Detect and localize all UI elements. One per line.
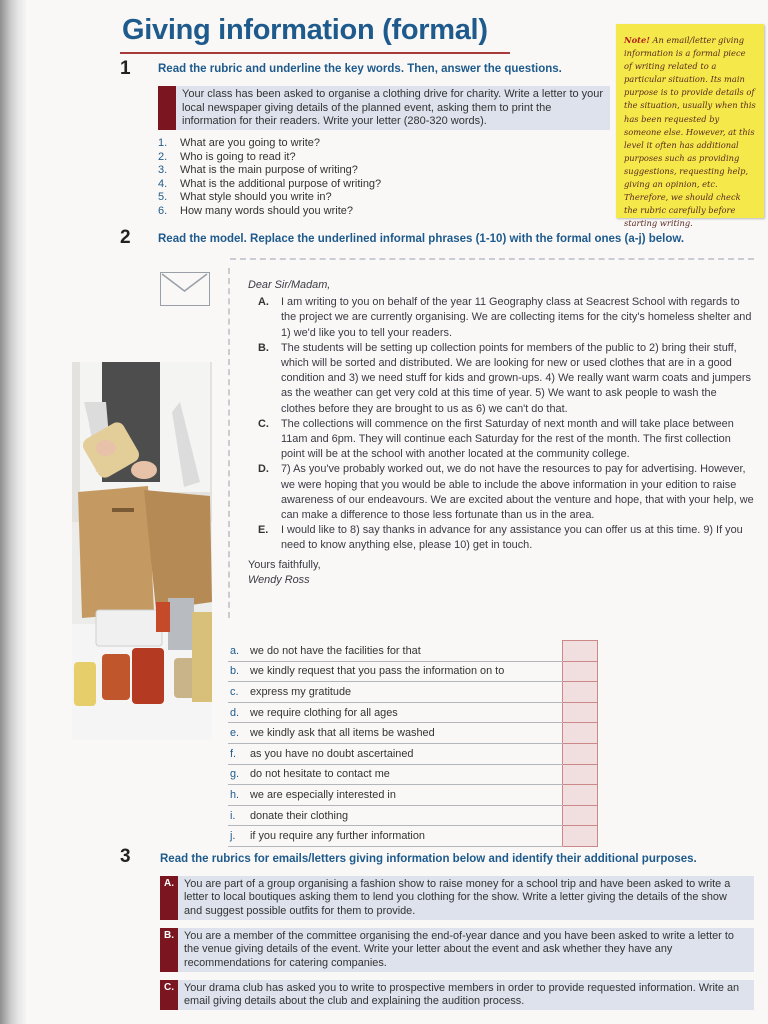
phrase-row: h. we are especially interested in xyxy=(228,785,598,806)
question-item: 1. What are you going to write? xyxy=(158,137,321,149)
exercise-3-rubric-a xyxy=(160,876,754,920)
phrase-row: e. we kindly ask that all items be washed xyxy=(228,723,598,744)
exercise-1-rubric-box xyxy=(158,86,610,130)
answer-box[interactable] xyxy=(563,723,598,744)
rubric-tab-a: A. xyxy=(160,876,178,920)
question-item: 6. How many words should you write? xyxy=(158,204,354,217)
answer-box[interactable] xyxy=(563,764,598,785)
exercise-1-instruction: Read the rubric and underline the key words. Then, answer the questions. xyxy=(158,63,562,75)
answer-box[interactable] xyxy=(563,641,598,662)
question-item: 5. What style should you write in? xyxy=(158,191,332,204)
exercise-1-questions xyxy=(158,137,598,219)
letter-signature: Wendy Ross xyxy=(248,573,310,586)
phrase-row: j. if you require any further information xyxy=(228,826,598,847)
exercise-1-rubric: Your class has been asked to organise a clothing drive for charity. Write a letter to your local newspaper giving details of the planned event, asking them to print the information for their readers. Write your letter (280-320 words). xyxy=(182,88,604,127)
answer-box[interactable] xyxy=(563,661,598,682)
exercise-2-number: 2 xyxy=(120,227,131,248)
dashed-separator xyxy=(230,258,754,260)
phrase-row: a. we do not have the facilities for that xyxy=(228,641,598,662)
model-letter xyxy=(248,278,754,588)
note-sticky xyxy=(616,24,764,229)
exercise-3-number: 3 xyxy=(120,846,131,867)
phrase-row: g. do not hesitate to contact me xyxy=(228,764,598,785)
envelope-icon xyxy=(160,272,210,306)
exercise-3-instruction: Read the rubrics for emails/letters giving information below and identify their additional purposes. xyxy=(160,853,697,865)
letter-paragraph-e: E. I would like to 8) say thanks in advance for any assistance you can offer us at this time. 9) If you need to know anything else, please 10) get in touch. xyxy=(258,524,743,552)
answer-box[interactable] xyxy=(563,826,598,847)
rubric-text-b: You are a member of the committee organising the end-of-year dance and you have been asked to write a letter to the venue giving details of the event. Write your letter about the event and ask whether they have any recommendations for catering companies. xyxy=(184,930,734,969)
page-title: Giving information (formal) xyxy=(122,14,488,46)
note-text: An email/letter giving information is a formal piece of writing related to a particular situation. Its main purpose is to provide details of the situation, usually when this has been requested by someone else. However, at this level it often has additional purposes such as providing suggestions, requesting help, giving an opinion, etc. Therefore, we should check the rubric carefully before starting writing. xyxy=(624,35,756,229)
rubric-tab xyxy=(158,86,176,130)
letter-closing: Yours faithfully, xyxy=(248,558,321,571)
question-item: 3. What is the main purpose of writing? xyxy=(158,164,358,177)
answer-box[interactable] xyxy=(563,682,598,703)
answer-box[interactable] xyxy=(563,785,598,806)
rubric-text-a: You are part of a group organising a fashion show to raise money for a school trip and have been asked to write a letter to local boutiques asking them to lend you clothing for the show. Write a letter giving the details of the show and suggest possible outfits for them to provide. xyxy=(184,878,731,917)
formal-phrases-table xyxy=(228,640,598,847)
rubric-tab-b: B. xyxy=(160,928,178,972)
answer-box[interactable] xyxy=(563,702,598,723)
letter-paragraph-b: B. The students will be setting up collection points for members of the public to 2) bring their stuff, which will be sorted and distributed. We are looking for new or used clothes that are in a good condition and 3) we need stuff for kids and grown-ups. 4) We really want warm coats and jumpers as the weather can get very cold at this time of year. 5) We want to ask people to wash the clothes before they are brought to us as 6) we can't do that. xyxy=(258,341,751,415)
phrase-row: f. as you have no doubt ascertained xyxy=(228,743,598,764)
book-binding xyxy=(0,0,26,1024)
donation-photo xyxy=(72,362,212,740)
letter-greeting: Dear Sir/Madam, xyxy=(248,279,331,291)
rubric-text-c: Your drama club has asked you to write to prospective members in order to provide requested information. Write an email giving details about the club and explaining the audition process. xyxy=(184,982,740,1008)
exercise-3-rubric-c xyxy=(160,980,754,1010)
letter-dashed-border xyxy=(228,268,230,618)
question-item: 4. What is the additional purpose of writing? xyxy=(158,177,382,190)
exercise-2-instruction: Read the model. Replace the underlined informal phrases (1-10) with the formal ones (a-j) below. xyxy=(158,233,685,245)
letter-paragraph-a: A. I am writing to you on behalf of the year 11 Geography class at Seacrest School with regards to the project we are currently organising. We are collecting items for the city's homeless shelter and 1) we'd like you to tell your readers. xyxy=(258,296,752,339)
rubric-tab-c: C. xyxy=(160,980,178,1010)
answer-box[interactable] xyxy=(563,743,598,764)
note-label: Note! xyxy=(624,35,650,45)
exercise-3-rubric-b xyxy=(160,928,754,972)
exercise-1-number: 1 xyxy=(120,58,131,79)
phrase-row: d. we require clothing for all ages xyxy=(228,702,598,723)
question-item: 2. Who is going to read it? xyxy=(158,150,296,163)
letter-paragraph-c: C. The collections will commence on the first Saturday of next month and will take place between 11am and 6pm. They will continue each Saturday for the rest of the month. The first collection point will be at the school with another located at the community college. xyxy=(258,417,734,461)
phrase-row: c. express my gratitude xyxy=(228,682,598,703)
phrase-row: b. we kindly request that you pass the information on to xyxy=(228,661,598,682)
answer-box[interactable] xyxy=(563,805,598,826)
letter-paragraph-d: D. 7) As you've probably worked out, we do not have the resources to pay for advertising. However, we were hoping that you would be able to include the above information in your edition to raise awareness of our endeavours. We are excited about the venture and hope, that with your help, we can make a difference to those less fortunate than us in the area. xyxy=(258,463,754,522)
phrase-row: i. donate their clothing xyxy=(228,805,598,826)
title-underline xyxy=(120,52,510,54)
